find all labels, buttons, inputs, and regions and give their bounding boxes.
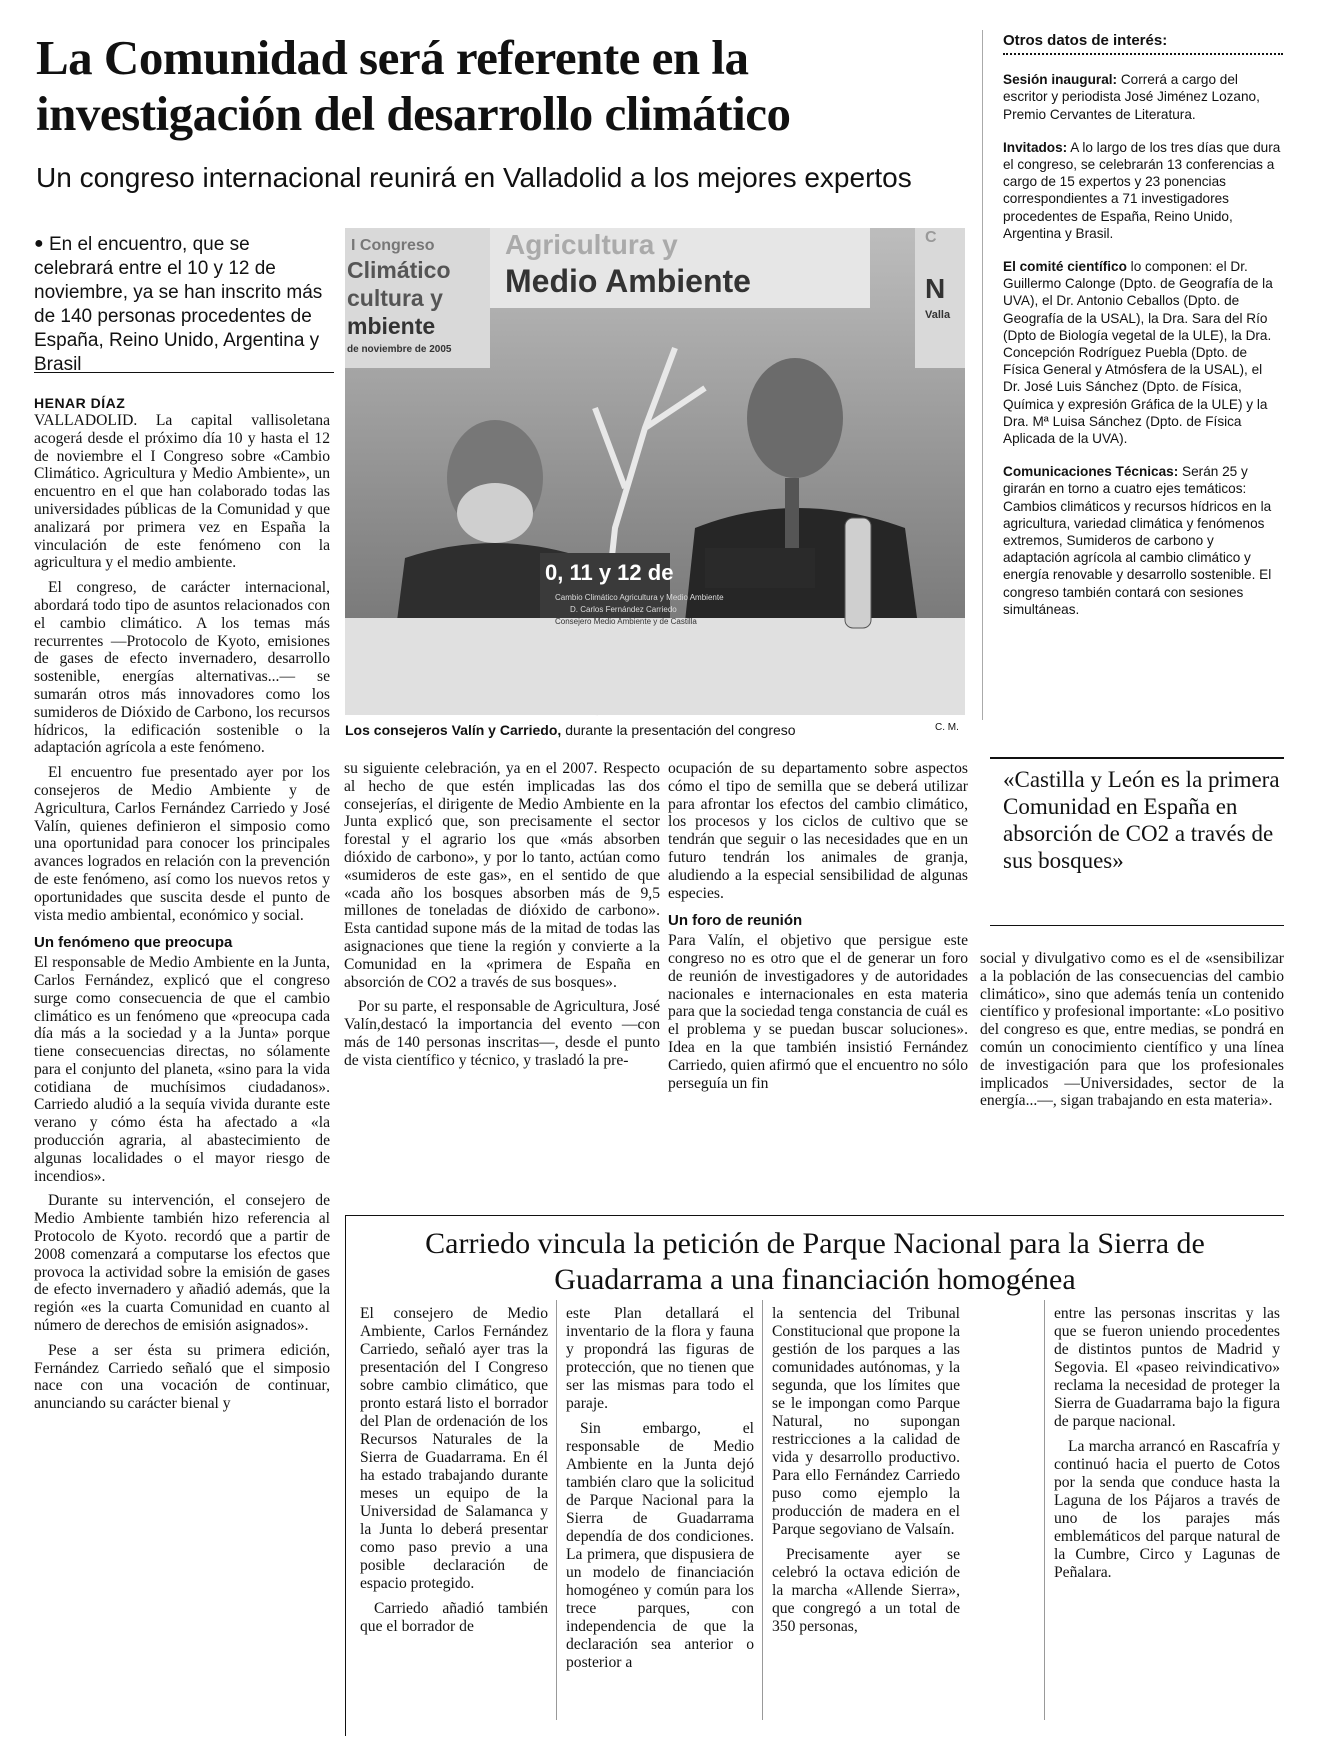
- paragraph: El consejero de Medio Ambiente, Carlos Fernández Carriedo, señaló ayer tras la presentación del I Congreso sobre cambio climático, que pronto estará listo el borrador del Plan de ordenación de los Recursos Naturales de la Sierra de Guadarrama. En él ha estado trabajando durante meses un equipo de la Universidad de Salamanca y la Junta lo deberá presentar como paso previo a una posible declaración de espacio protegido.: [360, 1305, 548, 1592]
- paragraph: ocupación de su departamento sobre aspectos cómo el tipo de semilla que se deberá utilizar para afrontar los efectos del cambio climático, los procesos y los ciclos de cultivo que se tendrán que seguir o las necesidades que en un futuro tendrán los animales de granja, aludiendo a la especial sensibilidad de algunas especies.: [668, 760, 968, 902]
- caption-lead: Los consejeros Valín y Carriedo,: [345, 722, 562, 738]
- banner-right-line: Valla: [925, 309, 951, 321]
- sidebar-item-label: Invitados:: [1003, 139, 1068, 155]
- banner-left-line: Climático: [347, 257, 451, 283]
- paragraph: social y divulgativo como es el de «sensibilizar a la población de las consecuencias del cambio climático», sino que además tenía un contenido científico y profesional importante: «Lo positivo del congreso es que, entre medias, se pondrá en común un conocimiento científico y una línea de investigación para que los profesionales implicados —Universidades, sector de la energía...—, sigan trabajando en esta materia».: [980, 950, 1284, 1110]
- related-column-3: [772, 1305, 960, 1735]
- photo-credit: C. M.: [935, 722, 959, 733]
- paragraph: la sentencia del Tribunal Constitucional que propone la gestión de los parques a las comunidades autónomas, y la segunda, que los límites que se le impongan como Parque Natural, no supongan restricciones a la calidad de vida y desarrollo productivo. Para ello Fernández Carriedo puso como ejemplo la producción de madera en el Parque segoviano de Valsaín.: [772, 1305, 960, 1538]
- related-column-2: [566, 1305, 754, 1735]
- banner-center-line: Agricultura y: [505, 229, 678, 260]
- paragraph: Por su parte, el responsable de Agricultura, José Valín,destacó la importancia del evento —con más de 140 personas inscritas—, desde el punto de vista científico y técnico, y trasladó la pre-: [344, 998, 660, 1069]
- banner-left-line: mbiente: [347, 313, 436, 339]
- banner-right-line: N: [925, 273, 946, 304]
- section-heading: Un fenómeno que preocupa: [34, 934, 233, 952]
- paragraph: El encuentro fue presentado ayer por los consejeros de Medio Ambiente y de Agricultura, Carlos Fernández Carriedo y José Valín, quienes definieron el simposio como una oportunidad para conocer los principales avances logrados en relación con la prevención de este fenómeno, así como los nuevos retos y oportunidades que suscita desde el punto de vista medio ambiental, económico y social.: [34, 764, 330, 924]
- column-divider: [1044, 1300, 1045, 1720]
- headline: La Comunidad será referente en la investigación del desarrollo climático: [36, 30, 791, 141]
- paragraph: este Plan detallará el inventario de la flora y fauna y propondrá las figuras de protección, que no tienen que ser las mismas para todo el paraje.: [566, 1305, 754, 1412]
- sidebar-item: [1003, 71, 1283, 123]
- banner-left-line: de noviembre de 2005: [347, 344, 452, 355]
- info-sidebar: [1003, 32, 1283, 634]
- paragraph: Pese a ser ésta su primera edición, Fernández Carriedo señaló que el simposio nace con una vocación de continuar, anunciando su carácter bienal y: [34, 1341, 330, 1413]
- article-column-3: [668, 760, 968, 1210]
- table-sign-line: Cambio Climático Agricultura y Medio Ambiente: [555, 593, 724, 602]
- dek-divider: [34, 372, 334, 373]
- byline: HENAR DÍAZ: [34, 395, 126, 411]
- banner-right-line: C: [925, 229, 937, 246]
- sidebar-item-text: Serán 25 y girarán en torno a cuatro ejes temáticos: Cambios climáticos y recursos hídricos en la agricultura, variedad climática y fenómenos extremos, Sumideros de carbono y adaptación agrícola al cambio climático y energía renovable y desarrollo sostenible. El congreso también contará con sesiones simultáneas.: [1003, 464, 1272, 617]
- banner-center-line: Medio Ambiente: [505, 263, 751, 299]
- column-divider: [556, 1300, 557, 1720]
- section-heading: Un foro de reunión: [668, 912, 803, 930]
- paragraph: El congreso, de carácter internacional, abordará todo tipo de asuntos relacionados con el cambio climático. A los temas más recurrentes —Protocolo de Kyoto, emisiones de gases de efecto invernadero, desarrollo sostenible, energías alternativas...— se sumarán otros más innovadores como los sumideros de Dióxido de Carbono, los recursos hídricos, la edificación sostenible o la adaptación agrícola a este fenómeno.: [34, 579, 330, 757]
- dek-text: En el encuentro, que se celebrará entre el 10 y 12 de noviembre, ya se han inscrito más de 140 personas procedentes de España, Reino Unido, Argentina y Brasil: [34, 234, 323, 375]
- bullet-icon: ●: [34, 235, 44, 252]
- sidebar-item-text: lo componen: el Dr. Guillermo Calonge (Dpto. de Geografía de la UVA), el Dr. Antonio Ceballos (Dpto. de Geografía de la USAL), la Dra. Sara del Río (Dpto de Biología vegetal de la ULE), la Dra. Concepción Rodríguez Puebla (Dpto. de Física General y Atmósfera de la USAL), el Dr. José Luis Sánchez (Dpto. de Física, Química y expresión Gráfica de la ULE) y la Dra. Mª Luisa Sánchez (Dpto. de Física Aplicada de la UVA).: [1003, 259, 1273, 447]
- related-column-1: [360, 1305, 548, 1735]
- press-photo: [345, 228, 965, 715]
- sidebar-item-label: Comunicaciones Técnicas:: [1003, 464, 1179, 480]
- paragraph: entre las personas inscritas y las que se fueron uniendo procedentes de distintos puntos de Madrid y Segovia. El «paseo reivindicativo» reclama la necesidad de proteger la Sierra de Guadarrama bajo la figura de parque nacional.: [1054, 1305, 1280, 1430]
- paragraph: La marcha arrancó en Rascafría y continuó hacia el puerto de Cotos por la senda que conduce hasta la Laguna de los Pájaros a través de uno de los parajes más emblemáticos del parque natural de la Cumbre, Circo y Lagunas de Peñalara.: [1054, 1438, 1280, 1581]
- caption-text: durante la presentación del congreso: [561, 722, 796, 738]
- sidebar-title: Otros datos de interés:: [1003, 32, 1283, 55]
- sidebar-item-label: Sesión inaugural:: [1003, 72, 1118, 88]
- paragraph: Durante su intervención, el consejero de Medio Ambiente también hizo referencia al Protocolo de Kyoto. recordó que a partir de 2008 comenzará a computarse los efectos que provoca la actividad sobre la emisión de gases de efecto invernadero y añadió además, que la región «es la cuarta Comunidad en cuanto al número de derechos de emisión asignados».: [34, 1192, 330, 1335]
- sidebar-item-text: Correrá a cargo del escritor y periodista José Jiménez Lozano, Premio Cervantes de Literatura.: [1003, 72, 1260, 122]
- banner-left-line: I Congreso: [351, 237, 435, 254]
- pull-quote: «Castilla y León es la primera Comunidad en España en absorción de CO2 a través de sus bosques»: [1003, 767, 1280, 873]
- article-column-4: [980, 950, 1284, 1210]
- paragraph: Sin embargo, el responsable de Medio Ambiente en la Junta dejó también claro que la solicitud de Parque Nacional para la Sierra de Guadarrama dependía de dos condiciones. La primera, que dispusiera de un modelo de financiación homogéneo y común para los trece parques, con independencia de que la declaración sea anterior o posterior a: [566, 1420, 754, 1671]
- subheadline: Un congreso internacional reunirá en Valladolid a los mejores expertos: [36, 162, 912, 193]
- photo-illustration: [345, 228, 965, 715]
- column-divider: [762, 1300, 763, 1720]
- dek: [34, 232, 334, 377]
- paragraph: su siguiente celebración, ya en el 2007. Respecto al hecho de que estén implicadas las dos consejerías, el dirigente de Medio Ambiente en la Junta explicó que, son precisamente el sector forestal y el agrario los que «más absorben dióxido de carbono», y por lo tanto, actúan como «sumideros de este gas», en el sentido de que «cada año los bosques absorben más de 9,5 millones de toneladas de dióxido de carbono». Esta cantidad supone más de la mitad de todas las asignaciones que tiene la región y convierte a la Comunidad en la «primera de España en absorción de CO2 a través de sus bosques».: [344, 760, 660, 991]
- related-story-headline: Carriedo vincula la petición de Parque Nacional para la Sierra de Guadarrama a una financiación homogénea: [425, 1227, 1205, 1296]
- sidebar-item-label: El comité científico: [1003, 259, 1127, 275]
- paragraph: Precisamente ayer se celebró la octava edición de la marcha «Allende Sierra», que congregó a un total de 350 personas,: [772, 1546, 960, 1635]
- sidebar-item: [1003, 258, 1283, 447]
- related-column-4: [1054, 1305, 1280, 1735]
- article-column-1: [34, 412, 330, 1730]
- paragraph: Carriedo añadió también que el borrador de: [360, 1600, 548, 1635]
- article-column-2: [344, 760, 660, 1069]
- table-sign-line: Consejero Medio Ambiente y de Castilla: [555, 617, 697, 626]
- sidebar-item: [1003, 463, 1283, 618]
- banner-left-line: cultura y: [347, 285, 443, 311]
- sidebar-item-text: A lo largo de los tres días que dura el congreso, se celebrarán 13 conferencias a cargo de 15 expertos y 23 ponencias correspondientes a 71 investigadores procedentes de España, Reino Unido, Argentina y Brasil.: [1003, 139, 1281, 241]
- paragraph: Para Valín, el objetivo que persigue este congreso no es otro que el de generar un foro de reunión de investigadores y de autoridades nacionales e internacionales en esta materia para que la sociedad tenga constancia de cuál es el problema y se puedan buscar soluciones». Idea en la que también insistió Fernández Carriedo, quien afirmó que el encuentro no sólo perseguía un fin: [668, 932, 968, 1092]
- paragraph: VALLADOLID. La capital vallisoletana acogerá desde el próximo día 10 y hasta el 12 de noviembre el I Congreso sobre «Cambio Climático. Agricultura y Medio Ambiente», un encuentro en el que han colaborado todas las universidades públicas de la Comunidad y que analizará por primera vez en España la vinculación de este fenómeno con la agricultura y el medio ambiente.: [34, 412, 330, 572]
- sidebar-divider: [982, 30, 983, 720]
- sidebar-item: [1003, 139, 1283, 242]
- quote-divider: [990, 757, 1284, 759]
- paragraph: El responsable de Medio Ambiente en la Junta, Carlos Fernández, explicó que el congreso surge como consecuencia de que el cambio climático es un fenómeno que «preocupa cada día más a la sociedad y a la Junta» porque tiene consecuencias directas, no sólamente para el conjunto del planeta, «sino para la vida cotidiana de muchísimos ciudadanos». Carriedo aludió a la sequía vivida durante este verano y cómo ésta ha afectado a «la producción agraria, al abastecimiento de algunas localidades o el mayor riesgo de incendios».: [34, 954, 330, 1185]
- photo-caption: [345, 722, 965, 738]
- table-sign-date: 0, 11 y 12 de: [545, 560, 674, 585]
- quote-divider: [990, 925, 1284, 926]
- table-sign-line: D. Carlos Fernández Carriedo: [570, 605, 677, 614]
